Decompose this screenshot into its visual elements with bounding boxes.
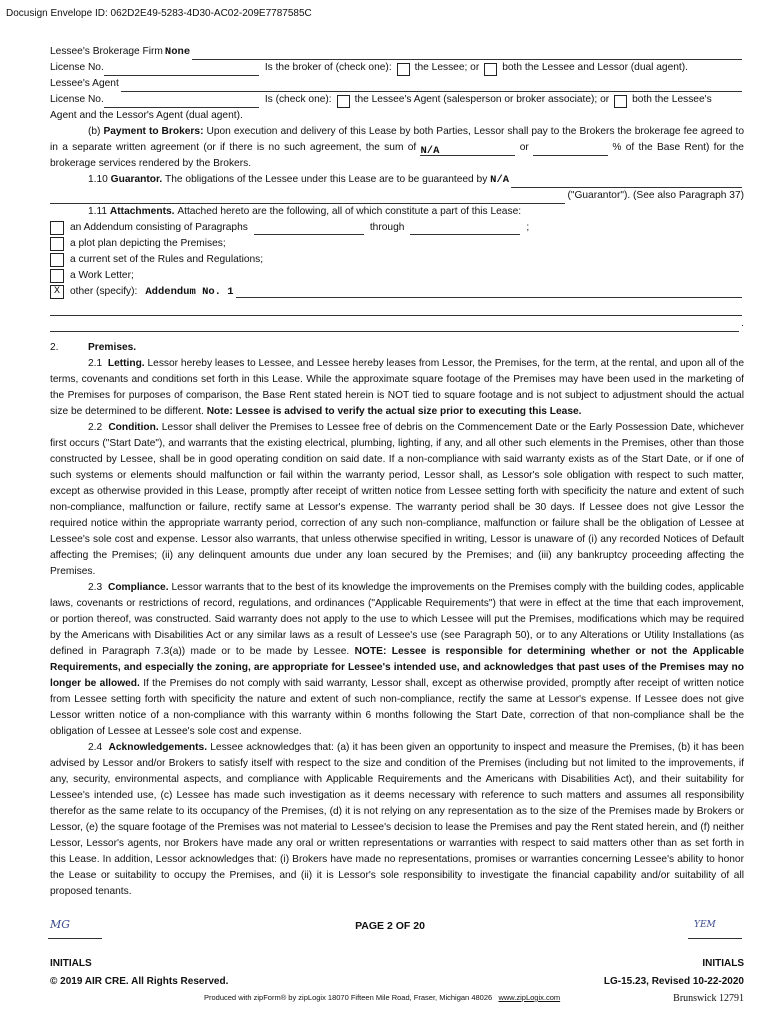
brokerage-firm-row [50,44,744,60]
acknowledgements-num: 2.4 [88,742,103,753]
other-value[interactable]: Addendum No. 1 [145,286,234,298]
addendum-checkbox[interactable] [50,221,64,235]
payment-text-1: Upon execution and delivery of this Lease by both Parties, Lessor shall pay to the Brokers the brokerage fee agreed to in a separate written agreement (or if there is no such agreement, the sum of [50,126,744,153]
brokerage-firm-label: Lessee's Brokerage Firm [50,46,163,57]
guarantor-row [50,172,744,188]
brokerage-firm-value[interactable]: None [164,46,191,58]
work-letter-row [50,268,744,284]
premises-heading [50,340,744,356]
compliance-title: Compliance. [107,582,169,593]
work-letter-checkbox[interactable] [50,269,64,283]
payment-paragraph [50,124,744,172]
other-checkbox[interactable]: X [50,285,64,299]
through-label: through [369,222,405,233]
other-period: . [741,318,744,329]
payment-or: or [519,142,529,153]
agent-label: Lessee's Agent [50,78,119,89]
other-extra-field-1[interactable] [50,303,742,316]
broker-check-label: Is the broker of (check one): [264,62,392,73]
guarantor-line-2[interactable] [50,191,565,204]
guarantor-num: 1.10 [88,174,108,185]
initials-right-signature: YEM [694,920,716,930]
plot-checkbox[interactable] [50,237,64,251]
plot-label: a plot plan depicting the Premises; [70,238,226,249]
brunswick-label: Brunswick 12791 [673,993,744,1004]
page-number: PAGE 2 OF 20 [355,920,425,932]
rules-label: a current set of the Rules and Regulations; [70,254,264,265]
other-line [236,286,742,298]
other-extra-line-2 [50,316,744,332]
both-lessee-label: both the Lessee's [632,94,712,105]
guarantor-title: Guarantor. [110,174,163,185]
ziplogix-link[interactable]: www.zipLogix.com [498,993,561,1002]
attachments-heading-row [50,204,744,220]
attachments-title: Attachments. [109,206,175,217]
rules-row [50,252,744,268]
lease-page-content [50,44,744,900]
letting-num: 2.1 [88,358,103,369]
premises-title: Premises. [88,342,137,353]
license-label-2: License No. [50,94,104,105]
compliance-text: Lessor warrants that to the best of its knowledge the improvements on the Premises comply with the building codes, applicable laws, covenants or restrictions of record, regulations, and ordinances ("Applicable Requirements") that were in effect at the time that each improvement, or portion thereof, was constructed. Said warranty does not apply to the use to which Lessee will put the Premises, modifications which may be required by the Americans with Disabilities Act or any similar laws as a result of Lessee's use (see Paragraph 50), or to any Alterations or Utility Installations (as defined in Paragraph 7.3(a)) made or to be made by Lessee. [50,582,744,657]
addendum-label: an Addendum consisting of Paragraphs [70,222,248,233]
brokerage-firm-line [192,47,742,60]
guarantor-suffix: ("Guarantor"). (See also Paragraph 37) [567,190,744,201]
premises-num: 2. [50,342,59,353]
acknowledgements-paragraph [50,740,744,900]
lessee-agent-label: the Lessee's Agent (salesperson or broker associate); or [354,94,610,105]
condition-title: Condition. [108,422,159,433]
work-letter-label: a Work Letter; [70,270,134,281]
payment-prefix: (b) [88,126,101,137]
other-label: other (specify): [70,286,138,297]
compliance-paragraph [50,580,744,740]
letting-paragraph [50,356,744,420]
payment-pct: % of the [612,142,653,153]
initials-left-signature: MG [50,918,71,931]
payment-percent-field[interactable] [533,143,608,156]
license-field-2[interactable] [104,95,259,108]
payment-text-2: Base Rent) for the brokerage services rendered by the Brokers. [50,142,744,169]
condition-text: Lessor shall deliver the Premises to Lessee free of debris on the Commencement Date or the Early Possession Date, whichever first occurs ("Start Date"), and warrants that the existing electrical, plumbing, lighting, if any, and all other such elements in the Premises, other than those constructed by Lessee, shall be in good operating condition on said date. If a non-compliance with said warranty exists as of the Start Date, or if one of such systems or elements should malfunction or fail within the warranty period, Lessor shall, as Lessor's sole obligation with respect to such matter, except as otherwise provided in this Lease, promptly after receipt of written notice from Lessee setting forth with specificity the nature and extent of such non-compliance, malfunction or failure, rectify same at Lessor's expense. The warranty period shall be 30 days. If Lessee does not give Lessor the required notice within the appropriate warranty period, correction of any such non-compliance, malfunction or failure shall be the obligation of Lessee at Lessee's sole cost and expense. Lessor also warrants, that unless otherwise specified in writing, Lessor is unaware of (i) any recorded Notices of Default affecting the Premises; (ii) any delinquent amounts due under any loan secured by the Premises; and (iii) any bankruptcy proceeding affecting the Premises. [50,422,744,577]
attachments-text: Attached hereto are the following, all of which constitute a part of this Lease: [177,206,522,217]
form-number: LG-15.23, Revised 10-22-2020 [603,976,744,987]
addendum-to-field[interactable] [410,222,520,235]
compliance-note: NOTE: Lessee is responsible for determining whether or not the Applicable Requirements, and especially the zoning, are appropriate for Lessee's intended use, and acknowledges that past uses of the Premises may no longer be allowed. [50,646,744,689]
addendum-row [50,220,744,236]
other-extra-line-1 [50,300,744,316]
both-checkbox[interactable] [484,63,497,76]
payment-sum-value[interactable]: N/A [420,143,515,156]
compliance-text-2: If the Premises do not comply with said warranty, Lessor shall, except as otherwise provided, promptly after receipt of written notice from Lessee setting forth with specificity the nature and extent of such non-compliance, rectify the same at Lessor's expense. If Lessee does not give Lessor written notice of a non-compliance with this warranty within 6 months following the Start Date, correction of that non-compliance shall be the obligation of Lessee at Lessee's sole cost and expense. [50,678,744,737]
produced-with [204,993,560,1002]
copyright: © 2019 AIR CRE. All Rights Reserved. [50,976,229,987]
addendum-from-field[interactable] [254,222,364,235]
condition-paragraph [50,420,744,580]
initials-label-right: INITIALS [702,958,744,969]
letting-note: Note: Lessee is advised to verify the actual size prior to executing this Lease. [206,406,582,417]
license-label: License No. [50,62,104,73]
guarantor-line [511,175,742,188]
the-lessee-checkbox[interactable] [397,63,410,76]
other-extra-field-2[interactable] [50,319,739,332]
the-lessee-label: the Lessee; or [414,62,480,73]
compliance-num: 2.3 [88,582,103,593]
envelope-id: Docusign Envelope ID: 062D2E49-5283-4D30-AC02-209E7787585C [6,8,312,19]
agent-dual-text: Agent and the Lessor's Agent (dual agent). [50,110,243,121]
letting-text: Lessor hereby leases to Lessee, and Lessee hereby leases from Lessor, the Premises, for the term, at the rental, and upon all of the terms, covenants and conditions set forth in this Lease. While the approximate square footage of the Premises may have been used in the marketing of the Premises for purposes of comparison, the Base Rent stated herein is NOT tied to square footage and is not subject to adjustment should the actual size be determined to be different. [50,358,744,417]
both-label: both the Lessee and Lessor (dual agent). [502,62,688,73]
guarantor-text: The obligations of the Lessee under this Lease are to be guaranteed by [165,174,488,185]
attachments-num: 1.11 [88,206,108,217]
other-row [50,284,744,300]
lessee-agent-checkbox[interactable] [337,95,350,108]
payment-title: Payment to Brokers: [103,126,204,137]
addendum-semicolon: ; [526,222,530,233]
condition-num: 2.2 [88,422,103,433]
license-row-2 [50,92,744,108]
agent-field[interactable] [121,79,742,92]
is-check-label: Is (check one): [264,94,332,105]
license-field[interactable] [104,63,259,76]
letting-title: Letting. [107,358,145,369]
license-row-1 [50,60,744,76]
acknowledgements-text: Lessee acknowledges that: (a) it has been given an opportunity to inspect and measure the Premises, (b) it has been advised by Lessor and/or Brokers to satisfy itself with respect to the size and condition of the Premises (including but not limited to the improvements, if any, security, environmental aspects, and compliance with Applicable Requirements and the Americans with Disabilities Act), and their suitability for Lessee's intended use, (c) Lessee has made such investigation as it deems necessary with reference to such matters and assumes all responsibility therefor as the same relate to its occupancy of the Premises, (d) it is not relying on any representation as to the size of the Premises made by Brokers or Lessor, (e) the square footage of the Premises was not material to Lessee's decision to lease the Premises and pay the Rent stated herein, and (f) neither Lessor, Lessor's agents, nor Brokers have made any oral or written representations or warranties with respect to said matters other than as set forth in this Lease. In addition, Lessor acknowledges that: (i) Brokers have made no representations, promises or warranties concerning Lessee's ability to honor the Lease or suitability to occupy the Premises, and (ii) it is Lessor's sole responsibility to investigate the financial capability and/or suitability of all proposed tenants. [50,742,744,897]
initials-label-left: INITIALS [50,958,92,969]
agent-row [50,76,744,92]
guarantor-row-2 [50,188,744,204]
produced-text: Produced with zipForm® by zipLogix 18070 Fifteen Mile Road, Fraser, Michigan 48026 [204,993,493,1002]
guarantor-value[interactable]: N/A [490,174,510,186]
acknowledgements-title: Acknowledgements. [108,742,208,753]
both-lessee-checkbox[interactable] [614,95,627,108]
rules-checkbox[interactable] [50,253,64,267]
plot-row [50,236,744,252]
